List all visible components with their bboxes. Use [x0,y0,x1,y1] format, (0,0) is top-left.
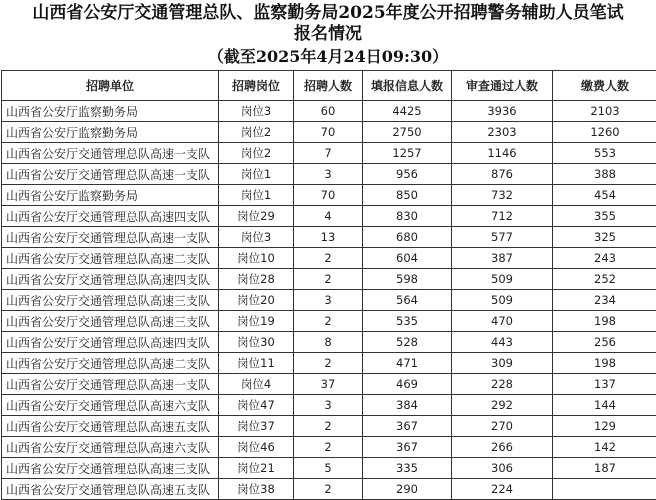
table-row [2,185,656,206]
cell-applied: 528 [363,332,452,353]
cell-position: 岗位19 [219,311,294,332]
cell-applied: 4425 [363,101,452,122]
table-row [2,101,656,122]
cell-unit: 山西省公安厅交通管理总队高速一支队 [2,227,219,248]
table-row [2,122,656,143]
header-paid: 缴费人数 [553,71,656,101]
cell-approved: 292 [452,395,553,416]
cell-unit: 山西省公安厅交通管理总队高速一支队 [2,143,219,164]
cell-approved: 1146 [452,143,553,164]
cell-paid: 1260 [553,122,656,143]
cell-position: 岗位21 [219,458,294,479]
cell-approved: 732 [452,185,553,206]
cell-position: 岗位3 [219,101,294,122]
cell-applied: 680 [363,227,452,248]
header-unit: 招聘单位 [2,71,219,101]
cell-quota: 2 [294,248,363,269]
cell-unit: 山西省公安厅监察勤务局 [2,185,219,206]
cell-unit: 山西省公安厅交通管理总队高速五支队 [2,416,219,437]
cell-quota: 2 [294,311,363,332]
cell-paid: 243 [553,248,656,269]
cell-position: 岗位46 [219,437,294,458]
cell-position: 岗位28 [219,269,294,290]
cell-applied: 471 [363,353,452,374]
cell-unit: 山西省公安厅交通管理总队高速六支队 [2,395,219,416]
cell-approved: 306 [452,458,553,479]
cell-approved: 387 [452,248,553,269]
cell-position: 岗位47 [219,395,294,416]
cell-approved: 876 [452,164,553,185]
header-approved: 审查通过人数 [452,71,553,101]
cell-paid: 142 [553,437,656,458]
cell-approved: 577 [452,227,553,248]
cell-quota: 2 [294,479,363,500]
header-quota: 招聘人数 [294,71,363,101]
cell-quota: 70 [294,122,363,143]
cell-position: 岗位37 [219,416,294,437]
table-row [2,416,656,437]
cell-applied: 367 [363,437,452,458]
cell-quota: 60 [294,101,363,122]
cell-paid: 2103 [553,101,656,122]
cell-approved: 224 [452,479,553,500]
cell-approved: 266 [452,437,553,458]
cell-unit: 山西省公安厅监察勤务局 [2,122,219,143]
cell-applied: 535 [363,311,452,332]
cell-quota: 8 [294,332,363,353]
cell-position: 岗位20 [219,290,294,311]
cell-quota: 7 [294,143,363,164]
cell-position: 岗位38 [219,479,294,500]
table-row [2,311,656,332]
table-row [2,395,656,416]
cell-applied: 830 [363,206,452,227]
cell-paid: 454 [553,185,656,206]
cell-unit: 山西省公安厅监察勤务局 [2,101,219,122]
table-row [2,479,656,500]
table-row [2,164,656,185]
cell-approved: 2303 [452,122,553,143]
table-row [2,332,656,353]
cell-unit: 山西省公安厅交通管理总队高速四支队 [2,269,219,290]
cell-quota: 70 [294,185,363,206]
cell-paid: 129 [553,416,656,437]
table-row [2,374,656,395]
cell-position: 岗位3 [219,227,294,248]
cell-paid: 137 [553,374,656,395]
cell-approved: 3936 [452,101,553,122]
cell-paid: 252 [553,269,656,290]
cell-paid: 144 [553,395,656,416]
cell-quota: 5 [294,458,363,479]
cell-applied: 604 [363,248,452,269]
cell-position: 岗位1 [219,164,294,185]
cell-approved: 712 [452,206,553,227]
cell-position: 岗位29 [219,206,294,227]
cell-quota: 3 [294,290,363,311]
document-title-line2: 报名情况 [294,24,362,44]
cell-quota: 3 [294,164,363,185]
cell-applied: 469 [363,374,452,395]
cell-quota: 13 [294,227,363,248]
cell-quota: 2 [294,437,363,458]
table-row [2,248,656,269]
cell-quota: 2 [294,416,363,437]
cell-paid: 198 [553,311,656,332]
cell-applied: 2750 [363,122,452,143]
cell-paid: 198 [553,353,656,374]
cell-paid: 256 [553,332,656,353]
cell-applied: 335 [363,458,452,479]
cell-position: 岗位11 [219,353,294,374]
cell-unit: 山西省公安厅交通管理总队高速四支队 [2,332,219,353]
cell-approved: 509 [452,290,553,311]
header-position: 招聘岗位 [219,71,294,101]
cell-paid: 388 [553,164,656,185]
cell-approved: 228 [452,374,553,395]
table-row [2,458,656,479]
cell-approved: 470 [452,311,553,332]
cell-paid: 355 [553,206,656,227]
document-title: 山西省公安厅交通管理总队、监察勤务局2025年度公开招聘警务辅助人员笔试 [32,3,624,23]
cell-position: 岗位30 [219,332,294,353]
cell-unit: 山西省公安厅交通管理总队高速一支队 [2,164,219,185]
header-applied: 填报信息人数 [363,71,452,101]
cell-paid: 325 [553,227,656,248]
table-row [2,227,656,248]
cell-approved: 270 [452,416,553,437]
table-row [2,206,656,227]
cell-unit: 山西省公安厅交通管理总队高速四支队 [2,206,219,227]
cell-applied: 290 [363,479,452,500]
cell-quota: 2 [294,269,363,290]
cell-unit: 山西省公安厅交通管理总队高速六支队 [2,437,219,458]
cutoff-time: （截至2025年4月24日09:30） [207,47,449,66]
cell-applied: 1257 [363,143,452,164]
table-row [2,437,656,458]
cell-applied: 956 [363,164,452,185]
cell-approved: 443 [452,332,553,353]
cell-position: 岗位4 [219,374,294,395]
cell-paid: 553 [553,143,656,164]
cell-unit: 山西省公安厅交通管理总队高速一支队 [2,374,219,395]
cell-unit: 山西省公安厅交通管理总队高速三支队 [2,458,219,479]
cell-position: 岗位2 [219,122,294,143]
table-row [2,353,656,374]
cell-position: 岗位10 [219,248,294,269]
cell-paid [553,479,656,500]
cell-unit: 山西省公安厅交通管理总队高速三支队 [2,290,219,311]
cell-unit: 山西省公安厅交通管理总队高速五支队 [2,479,219,500]
table-row [2,290,656,311]
cell-quota: 4 [294,206,363,227]
cell-applied: 367 [363,416,452,437]
cell-applied: 564 [363,290,452,311]
registration-table [1,70,656,500]
cell-quota: 3 [294,395,363,416]
cell-applied: 598 [363,269,452,290]
cell-approved: 309 [452,353,553,374]
cell-paid: 234 [553,290,656,311]
table-row [2,269,656,290]
cell-paid: 187 [553,458,656,479]
cell-position: 岗位1 [219,185,294,206]
cell-quota: 37 [294,374,363,395]
cell-approved: 509 [452,269,553,290]
cell-unit: 山西省公安厅交通管理总队高速三支队 [2,311,219,332]
cell-unit: 山西省公安厅交通管理总队高速二支队 [2,248,219,269]
cell-applied: 384 [363,395,452,416]
cell-unit: 山西省公安厅交通管理总队高速二支队 [2,353,219,374]
cell-position: 岗位2 [219,143,294,164]
table-header-row [2,71,656,101]
cell-quota: 2 [294,353,363,374]
cell-applied: 850 [363,185,452,206]
table-row [2,143,656,164]
